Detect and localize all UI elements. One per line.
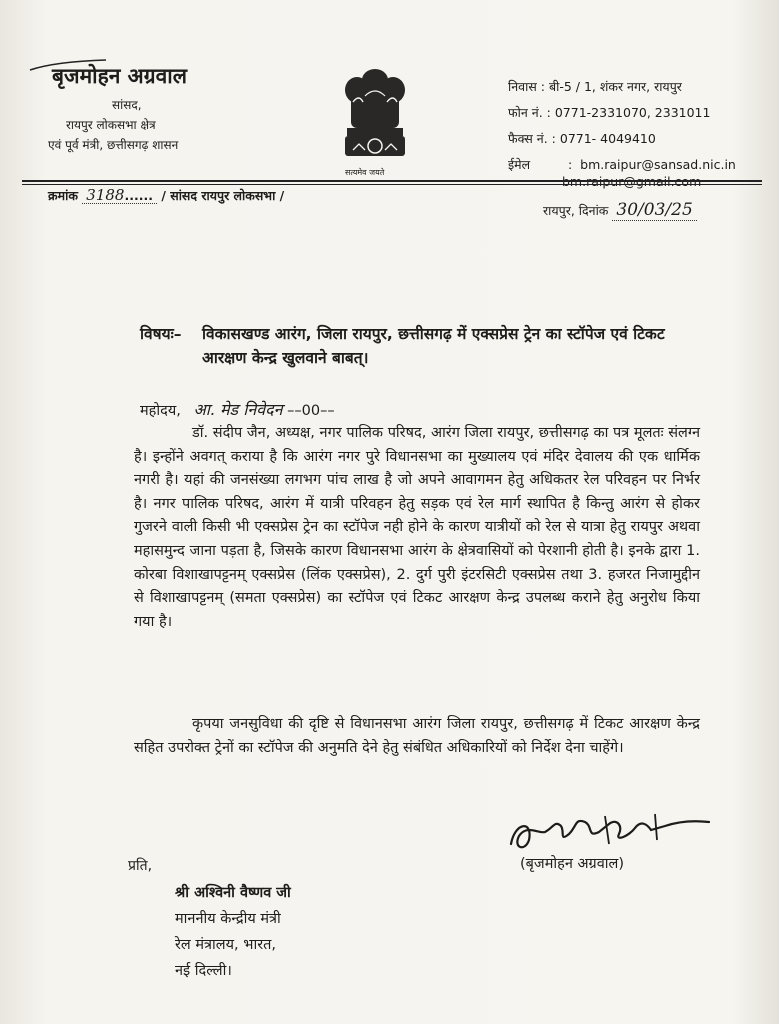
signatory-name: (बृजमोहन अग्रवाल) bbox=[520, 856, 625, 872]
handwritten-note: आ. मेड निवेदन bbox=[193, 400, 283, 419]
recipient-title: माननीय केन्द्रीय मंत्री bbox=[175, 911, 281, 927]
email-primary: bm.raipur@sansad.nic.in bbox=[580, 157, 736, 172]
letter-date: 30/03/25 bbox=[612, 200, 696, 221]
subject-label: विषयः– bbox=[140, 325, 182, 343]
emblem-motto: सत्यमेव जयते bbox=[345, 168, 385, 177]
recipient-label: प्रति, bbox=[128, 858, 153, 874]
sender-name: बृजमोहन अग्रवाल bbox=[52, 64, 187, 88]
body-paragraph-1: डॉ. संदीप जैन, अध्यक्ष, नगर पालिक परिषद, आरंग जिला रायपुर, छत्तीसगढ़ का पत्र मूलतः संलग्न है। इन्होंने अवगत् कराया है कि आरंग नगर पुरे विधानसभा का मुख्यालय एवं मंदिर देवालय की एक धार्मिक नगरी है। यहां की जनसंख्या लगभग पांच लाख है जो अपने आवागमन हेतु अधिकतर रेल परिवहन पर निर्भर है। नगर पालिक परिषद, आरंग में यात्री परिवहन हेतु सड़क एवं रेल मार्ग स्थापित है किन्तु आरंग से होकर गुजरने वाली किसी भी एक्सप्रेस ट्रेन का स्टॉपेज नही होने के कारण यात्रीयों को रेल से यात्रा हेतु रायपुर अथवा महासमुन्द जाना पड़ता है, जिसके कारण विधानसभा आरंग के क्षेत्रवासियों को पेरशानी होती है। इनके द्वारा 1. कोरबा विशाखापट्टनम् एक्सप्रेस (लिंक एक्सप्रेस), 2. दुर्ग पुरी इंटरसिटी एक्सप्रेस तथा 3. हजरत निजामुद्दीन से विशाखापट्टनम् (समता एक्सप्रेस) का स्टॉपेज एवं टिकट आरक्षण केन्द्र उपलब्ध कराने हेतु अनुरोध किया गया है। bbox=[134, 425, 700, 630]
sender-constituency: रायपुर लोकसभा क्षेत्र bbox=[66, 118, 156, 132]
sender-former-post: एवं पूर्व मंत्री, छत्तीसगढ़ शासन bbox=[48, 138, 179, 152]
reference-line bbox=[48, 186, 284, 204]
recipient-ministry: रेल मंत्रालय, भारत, bbox=[175, 937, 277, 953]
email-label: ईमेल bbox=[508, 157, 531, 172]
body-paragraph-2: कृपया जनसुविधा की दृष्टि से विधानसभा आरंग जिला रायपुर, छत्तीसगढ़ में टिकट आरक्षण केन्द्र सहित उपरोक्त ट्रेनों का स्टॉपेज की अनुमति देने हेतु संबंधित अधिकारियों को निर्देश देना चाहेंगे। bbox=[134, 716, 700, 756]
national-emblem-icon bbox=[335, 66, 415, 176]
recipient-name: श्री अश्विनी वैष्णव जी bbox=[175, 885, 291, 901]
recipient-city: नई दिल्ली। bbox=[175, 963, 232, 979]
header-rule-top bbox=[22, 180, 762, 182]
reference-prefix: क्रमांक bbox=[48, 188, 78, 203]
place-date-label: रायपुर, दिनांक bbox=[543, 203, 609, 218]
email-line-1 bbox=[508, 156, 736, 173]
email-separator: : bbox=[568, 157, 573, 172]
reference-number: 3188...... bbox=[82, 188, 157, 204]
sender-designation: सांसद, bbox=[112, 98, 142, 112]
fax-number: फैक्स नं. : 0771- 4049410 bbox=[508, 131, 656, 146]
place-date bbox=[543, 200, 697, 220]
subject-block bbox=[140, 322, 700, 370]
residence-address: निवास : बी-5 / 1, शंकर नगर, रायपुर bbox=[508, 79, 682, 94]
reference-suffix: / सांसद रायपुर लोकसभा / bbox=[161, 188, 285, 203]
section-marker: ––00–– bbox=[287, 403, 335, 419]
phone-numbers: फोन नं. : 0771-2331070, 2331011 bbox=[508, 105, 711, 120]
salutation-line bbox=[140, 398, 335, 420]
subject-text: विकासखण्ड आरंग, जिला रायपुर, छत्तीसगढ़ में एक्सप्रेस ट्रेन का स्टॉपेज एवं टिकट आरक्षण केन्द्र खुलवाने बाबत्। bbox=[202, 325, 665, 367]
salutation: महोदय, bbox=[140, 403, 181, 419]
header-rule-bottom bbox=[22, 184, 762, 185]
